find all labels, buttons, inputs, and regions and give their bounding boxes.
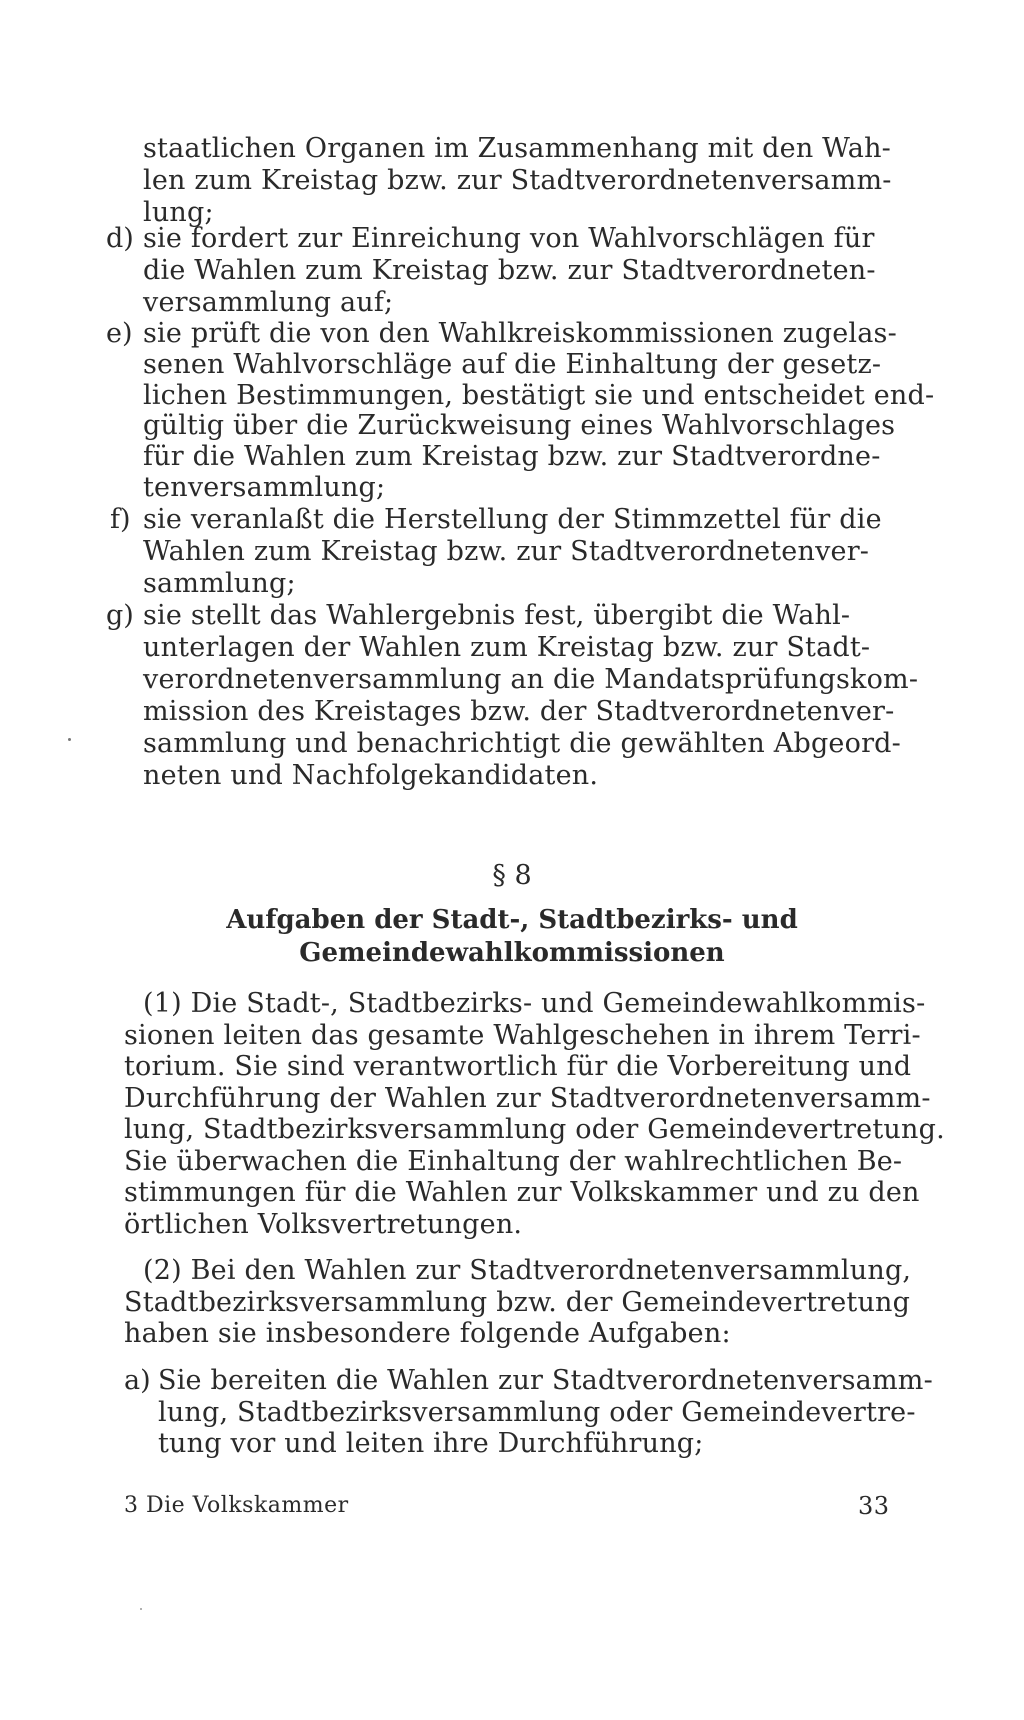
para1-line-6: Sie überwachen die Einhaltung der wahlrechtlichen Be- [124, 1146, 903, 1177]
item-g-line-5: sammlung und benachrichtigt die gewählten Abgeord- [143, 728, 901, 759]
item-e-line-2: senen Wahlvorschläge auf die Einhaltung der gesetz- [143, 349, 882, 380]
footer-book-title: 3 Die Volkskammer [124, 1493, 349, 1518]
para1-line-7: stimmungen für die Wahlen zur Volkskammer und zu den [124, 1177, 920, 1208]
item-d-line-3: versammlung auf; [143, 287, 394, 318]
para1-line-1: (1) Die Stadt-, Stadtbezirks- und Gemeindewahlkommis- [143, 988, 926, 1019]
item-g-line-6: neten und Nachfolgekandidaten. [143, 760, 599, 791]
item-g-line-3: verordnetenversammlung an die Mandatsprüfungskom- [143, 664, 919, 695]
item-label-g: g) [106, 600, 134, 631]
intro-line-2: len zum Kreistag bzw. zur Stadtverordnetenversamm- [143, 165, 892, 196]
item-f-line-2: Wahlen zum Kreistag bzw. zur Stadtverordnetenver- [143, 536, 870, 567]
item-a-line-2: lung, Stadtbezirksversammlung oder Gemeindevertre- [158, 1397, 916, 1428]
section-title-line-1: Aufgaben der Stadt-, Stadtbezirks- und [226, 905, 798, 935]
item-e-line-1: sie prüft die von den Wahlkreiskommissionen zugelas- [143, 318, 897, 349]
intro-line-1: staatlichen Organen im Zusammenhang mit den Wah- [143, 133, 891, 164]
item-e-line-3: lichen Bestimmungen, bestätigt sie und entscheidet end- [143, 380, 935, 411]
item-a-line-3: tung vor und leiten ihre Durchführung; [158, 1428, 704, 1459]
item-e-line-6: tenversammlung; [143, 472, 386, 503]
para1-line-8: örtlichen Volksvertretungen. [124, 1209, 523, 1240]
item-d-line-2: die Wahlen zum Kreistag bzw. zur Stadtverordneten- [143, 255, 876, 286]
section-title-line-2: Gemeindewahlkommissionen [299, 938, 725, 968]
para1-line-5: lung, Stadtbezirksversammlung oder Gemeindevertretung. [124, 1114, 945, 1145]
para2-line-1: (2) Bei den Wahlen zur Stadtverordnetenversammlung, [143, 1255, 912, 1286]
item-f-line-1: sie veranlaßt die Herstellung der Stimmzettel für die [143, 504, 882, 535]
para1-line-4: Durchführung der Wahlen zur Stadtverordnetenversamm- [124, 1083, 931, 1114]
item-d-line-1: sie fordert zur Einreichung von Wahlvorschlägen für [143, 223, 875, 254]
item-label-f: f) [110, 504, 131, 535]
item-g-line-1: sie stellt das Wahlergebnis fest, übergibt die Wahl- [143, 600, 851, 631]
bottom-speck [140, 1608, 142, 1610]
margin-speck [68, 738, 71, 741]
item-g-line-4: mission des Kreistages bzw. der Stadtverordnetenver- [143, 696, 895, 727]
item-e-line-4: gültig über die Zurückweisung eines Wahlvorschlages [143, 410, 896, 441]
section-number: § 8 [492, 860, 532, 891]
item-e-line-5: für die Wahlen zum Kreistag bzw. zur Stadtverordne- [143, 441, 881, 472]
item-f-line-3: sammlung; [143, 568, 296, 599]
para1-line-2: sionen leiten das gesamte Wahlgeschehen in ihrem Terri- [124, 1020, 921, 1051]
item-label-e: e) [106, 318, 133, 349]
para2-line-3: haben sie insbesondere folgende Aufgaben: [124, 1318, 731, 1349]
item-label-d: d) [106, 223, 134, 254]
item-a-line-1: Sie bereiten die Wahlen zur Stadtverordnetenversamm- [158, 1365, 933, 1396]
item-label-a: a) [124, 1365, 151, 1396]
page-number: 33 [858, 1492, 890, 1520]
para2-line-2: Stadtbezirksversammlung bzw. der Gemeindevertretung [124, 1287, 911, 1318]
item-g-line-2: unterlagen der Wahlen zum Kreistag bzw. zur Stadt- [143, 632, 871, 663]
para1-line-3: torium. Sie sind verantwortlich für die Vorbereitung und [124, 1051, 912, 1082]
intro-line-3: lung; [143, 197, 214, 228]
